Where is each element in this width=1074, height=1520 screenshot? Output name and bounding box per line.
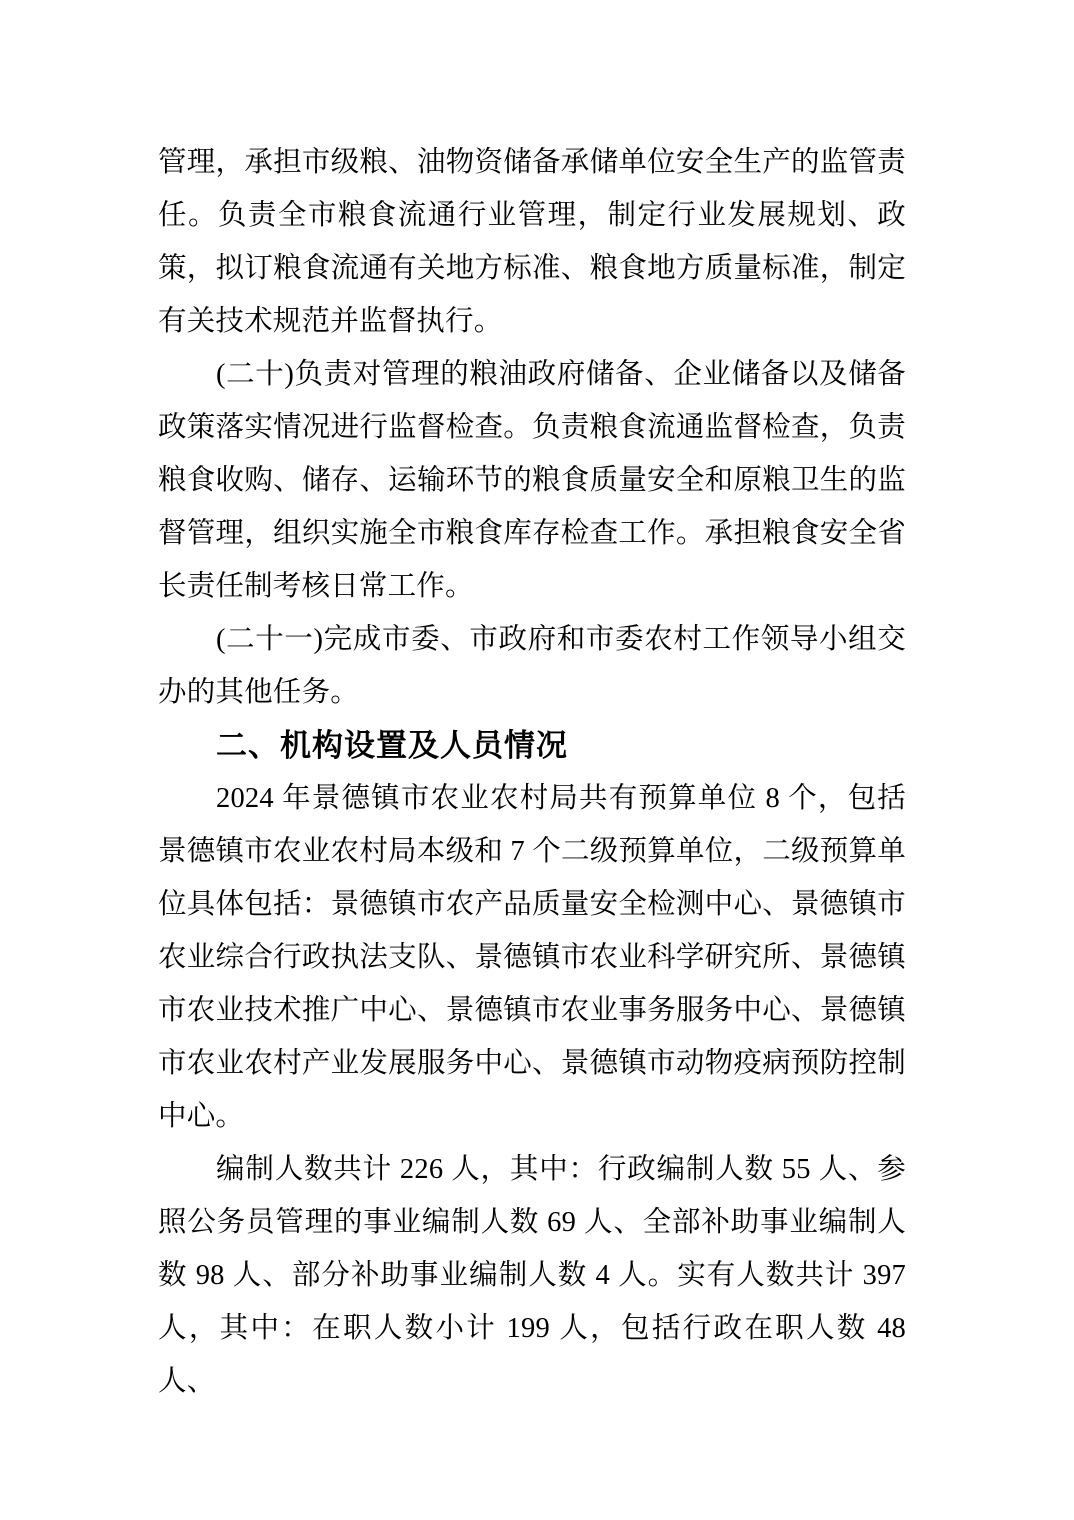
paragraph-grain-storage-duty-continuation: 管理，承担市级粮、油物资储备承储单位安全生产的监管责任。负责全市粮食流通行业管理，制定行业发展规划、政策，拟订粮食流通有关地方标准、粮食地方质量标准，制定有关技术规范并监督执行。 — [158, 147, 906, 337]
paragraph-budget-units: 2024 年景德镇市农业农村局共有预算单位 8 个，包括景德镇市农业农村局本级和 7 个二级预算单位，二级预算单位具体包括：景德镇市农产品质量安全检测中心、景德镇市农业综合行政执法支队、景德镇市农业科学研究所、景德镇市农业技术推广中心、景德镇市农业事务服务中心、景德镇市农业农村产业发展服务中心、景德镇市动物疫病预防控制中心。 — [158, 783, 906, 1132]
paragraph-item-twenty: (二十)负责对管理的粮油政府储备、企业储备以及储备政策落实情况进行监督检查。负责粮食流通监督检查，负责粮食收购、储存、运输环节的粮食质量安全和原粮卫生的监督管理，组织实施全市粮食库存检查工作。承担粮食安全省长责任制考核日常工作。 — [158, 359, 906, 602]
document-text-block — [158, 136, 906, 1408]
paragraph-item-twenty-one: (二十一)完成市委、市政府和市委农村工作领导小组交办的其他任务。 — [158, 624, 906, 708]
paragraph-staffing-numbers: 编制人数共计 226 人，其中：行政编制人数 55 人、参照公务员管理的事业编制人数 69 人、全部补助事业编制人数 98 人、部分补助事业编制人数 4 人。实有人数共计 397 人，其中：在职人数小计 199 人，包括行政在职人数 48 人、 — [158, 1154, 906, 1397]
section-heading-organization-staffing: 二、机构设置及人员情况 — [216, 728, 568, 763]
